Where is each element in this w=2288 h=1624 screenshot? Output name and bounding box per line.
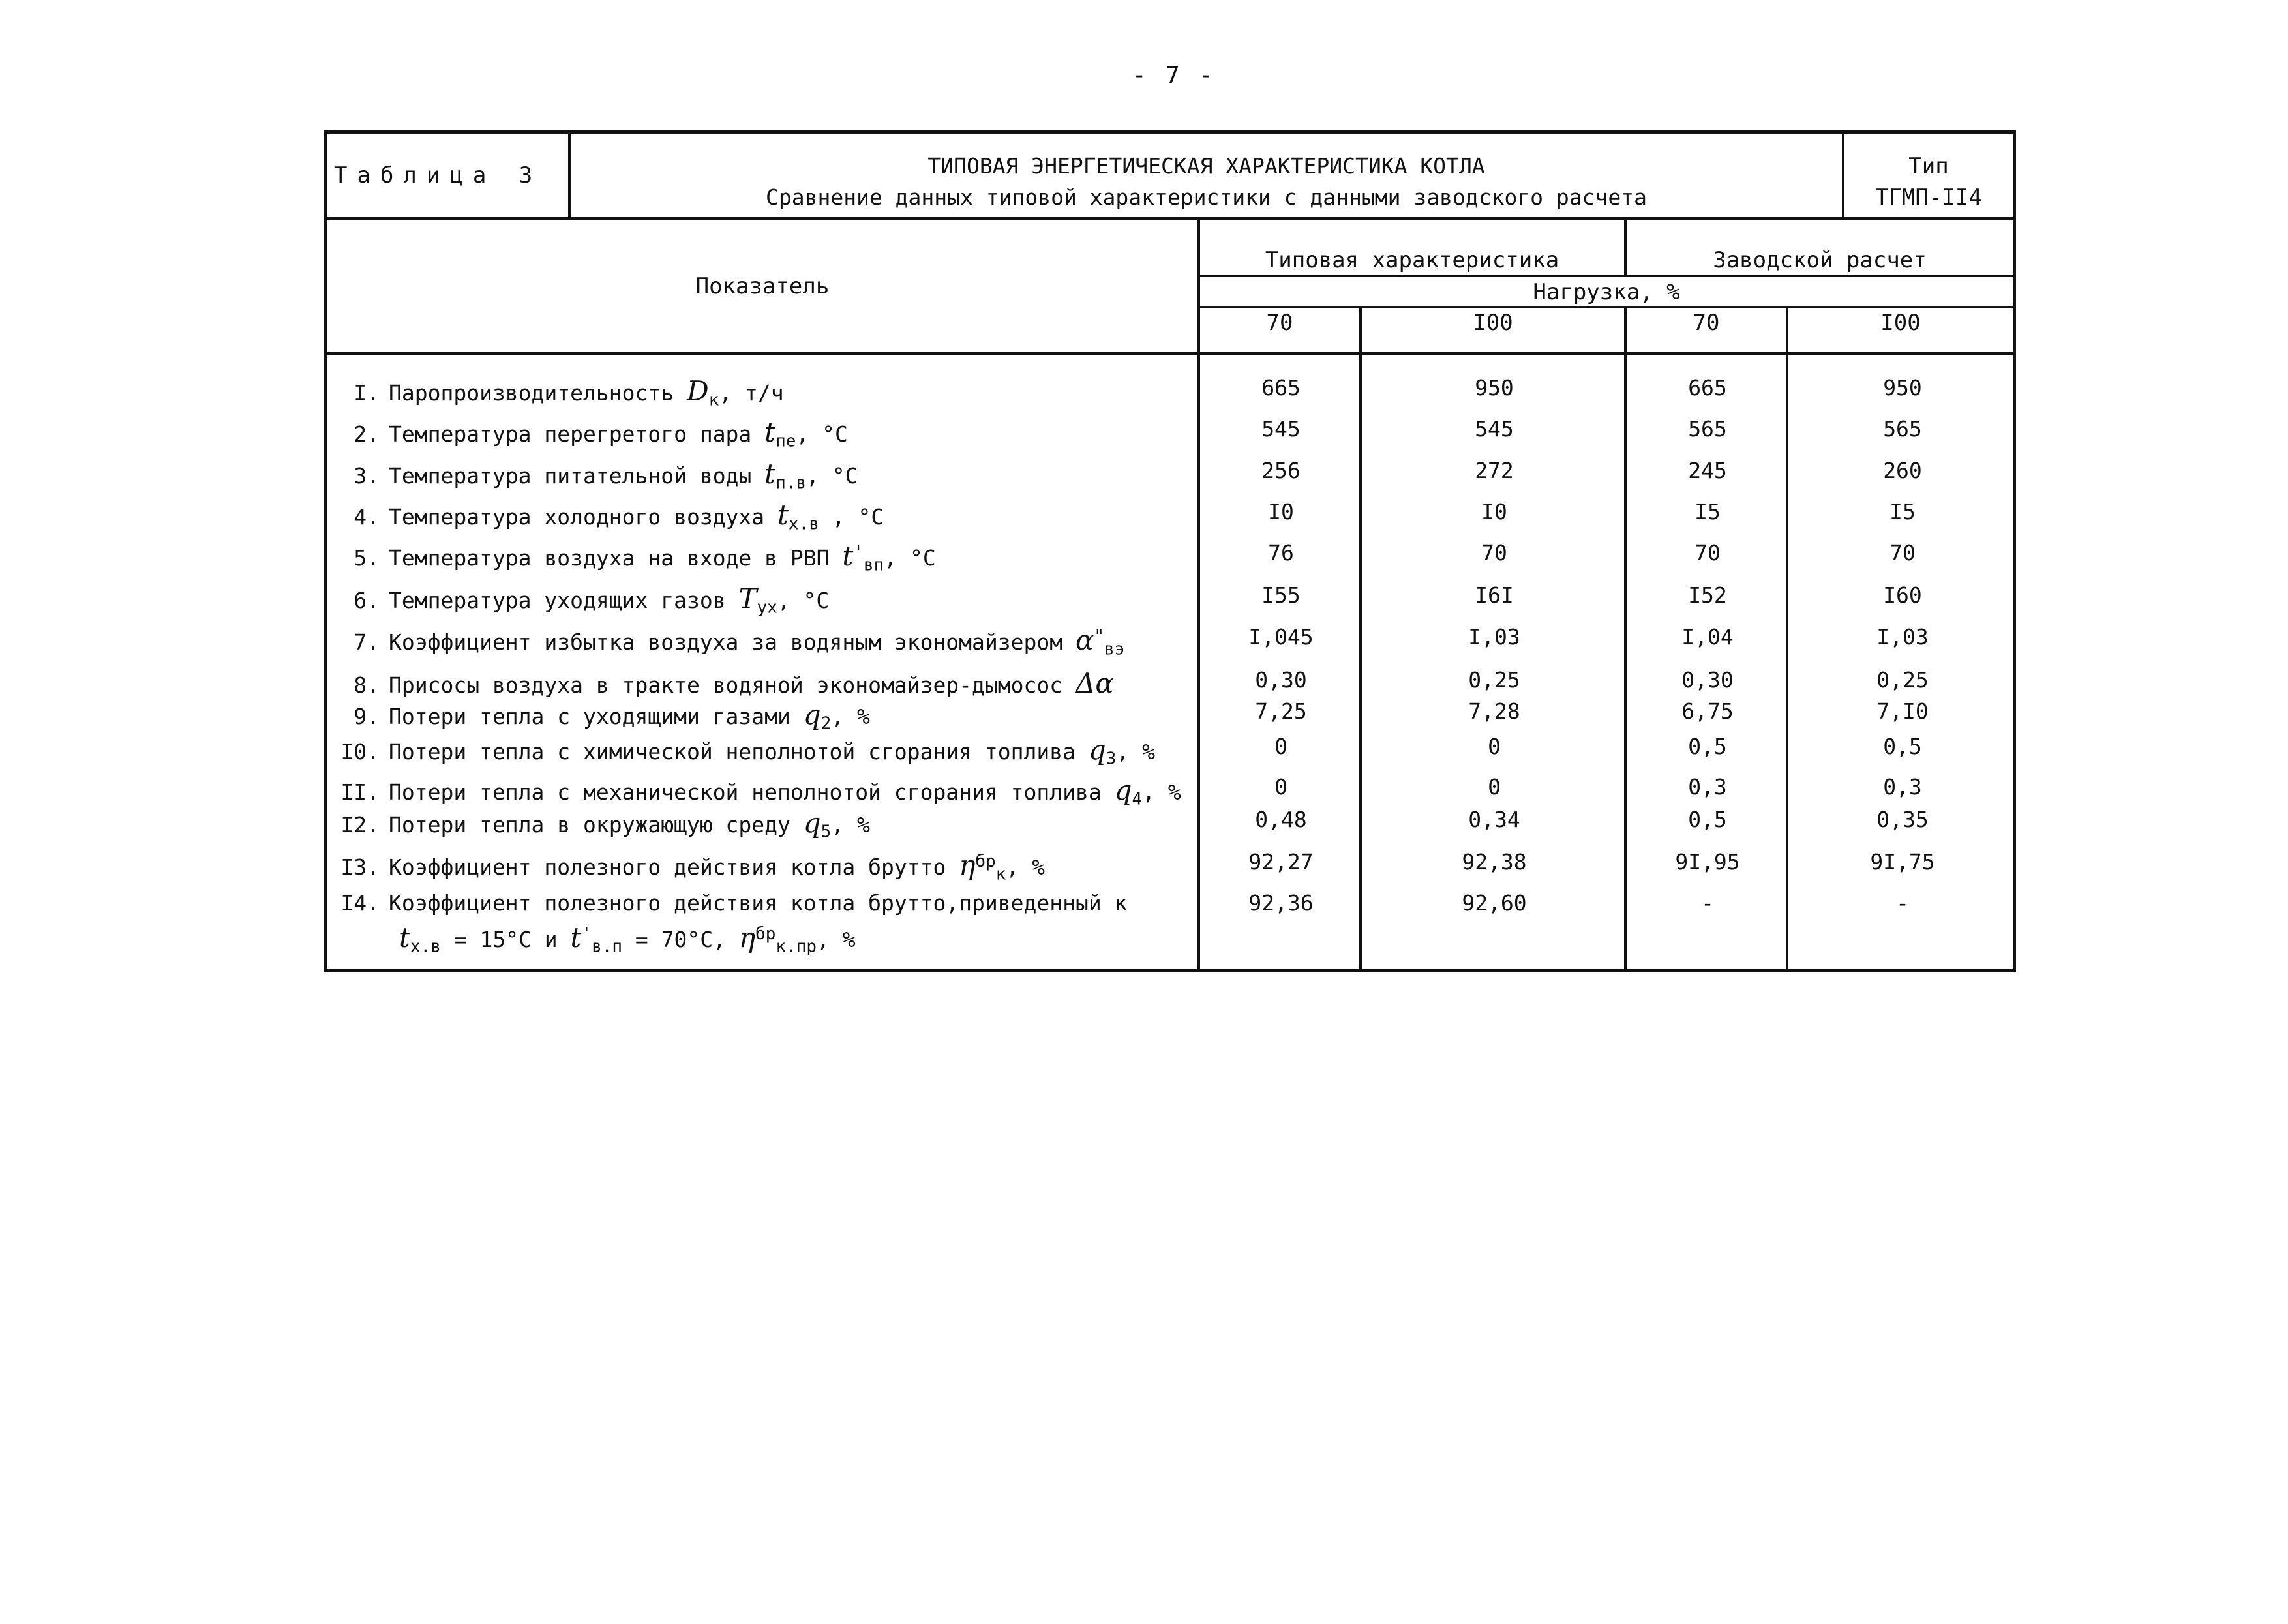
row-text: Потери тепла с уходящими газами [389,704,804,729]
value-typical-100: 0 [1488,734,1501,759]
row-text: = 70°С, [622,927,739,952]
row-unit: , °С [796,421,848,447]
column-header [327,220,2013,355]
value-typical-70: 256 [1261,458,1301,483]
value-factory-70: 9I,95 [1675,849,1740,875]
value-factory-70: I,04 [1681,624,1734,650]
row-symbol: t [399,922,410,954]
row-text: Потери тепла в окружающую среду [389,812,804,837]
row-symbol: q [803,699,821,730]
table-title-line1: ТИПОВАЯ ЭНЕРГЕТИЧЕСКАЯ ХАРАКТЕРИСТИКА КОТЛА [927,153,1485,179]
value-typical-100: 0,25 [1468,667,1520,693]
row-text: Температура воздуха на входе в РВП [389,545,843,571]
row-symbol-sub: к [995,864,1006,884]
value-factory-70: 0,30 [1681,667,1734,693]
row-number: I3. [340,854,380,880]
row-number: 5. [354,545,380,571]
value-typical-70: 76 [1268,540,1294,565]
row-unit: , % [1142,779,1181,805]
value-factory-70: 245 [1688,458,1727,483]
value-typical-100: 92,38 [1462,849,1527,875]
row-unit: , % [831,704,870,729]
row-text: Температура уходящих газов [389,588,739,613]
row-number: II. [340,779,380,805]
row-number: I2. [340,812,380,837]
column-divider [1197,355,1200,969]
row-text: Коэффициент полезного действия котла брутто [389,854,959,880]
row-label [327,458,1195,493]
value-typical-100: 272 [1475,458,1514,483]
value-factory-70: 0,5 [1688,807,1727,832]
column-divider [1786,355,1788,969]
value-typical-100: 7,28 [1468,699,1520,724]
value-factory-100: 260 [1883,458,1922,483]
row-symbol-sub: к [708,390,719,410]
row-symbol-sub: в.п [592,937,623,957]
value-factory-100: 0,35 [1876,807,1929,832]
value-factory-70: 665 [1688,375,1727,400]
row-unit: , °С [884,545,936,571]
row-text: Коэффициент полезного действия котла брутто,приведенный к [389,890,1128,916]
row-symbol: η [959,849,976,881]
factory-group-header: Заводской расчет [1627,220,2013,277]
row-text: = 15°С и [440,927,571,952]
load-column-typical-70: 70 [1200,308,1362,355]
boiler-type-value: ТГМП-II4 [1875,185,1982,211]
row-symbol: q [803,807,821,839]
row-number: 3. [354,463,380,489]
row-number: 9. [354,704,380,729]
row-label [327,807,1195,842]
row-label [327,734,1195,769]
row-text: Паропроизводительность [389,380,687,406]
value-factory-70: I5 [1694,499,1721,524]
row-unit: , % [816,927,856,952]
value-typical-100: 92,60 [1462,890,1527,916]
row-number: I. [354,380,380,406]
value-typical-70: 545 [1261,416,1301,442]
row-number: I4. [340,890,380,916]
value-typical-70: 0 [1274,734,1287,759]
row-label [327,699,1195,734]
value-typical-100: I0 [1481,499,1507,524]
row-unit: , т/ч [719,380,784,406]
table-title [571,134,1844,217]
value-factory-100: 7,I0 [1876,699,1929,724]
row-label [327,624,1195,659]
row-symbol-sub: пе [775,431,796,451]
value-factory-100: 0,5 [1883,734,1922,759]
typical-group-header: Типовая характеристика [1200,220,1627,277]
row-symbol: T [738,582,757,614]
load-column-typical-100: I00 [1362,308,1627,355]
row-symbol-sup: " [1094,627,1105,646]
value-factory-100: I5 [1889,499,1916,524]
load-column-factory-70: 70 [1627,308,1788,355]
row-symbol-sub: х.в [410,937,441,957]
row-symbol-sub: х.в [788,514,819,534]
row-unit: , °С [777,588,830,613]
row-symbol-sup: бр [975,852,996,871]
row-symbol: η [738,922,756,954]
value-factory-70: 565 [1688,416,1727,442]
table-header [327,134,2013,220]
value-typical-100: I,03 [1468,624,1520,650]
row-label [327,416,1195,451]
row-symbol-sub: 5 [820,822,832,842]
row-symbol-sub: вэ [1104,639,1125,659]
value-factory-100: 0,3 [1883,774,1922,800]
row-symbol: α [1076,624,1094,656]
row-symbol-sub: ух [757,597,777,618]
value-factory-100: 950 [1883,375,1922,400]
row-label [327,774,1195,809]
column-divider [1359,355,1362,969]
value-factory-100: I,03 [1876,624,1929,650]
row-label [399,922,1267,957]
row-number: 4. [354,504,380,530]
row-symbol-sup: ' [581,924,592,944]
row-symbol-sub: вп [863,555,884,575]
row-unit: , °С [819,504,884,530]
row-number: 8. [354,672,380,698]
load-column-factory-100: I00 [1880,310,1921,336]
value-factory-70: 0,3 [1688,774,1727,800]
row-text: Потери тепла с механической неполнотой сгорания топлива [389,779,1115,805]
row-label [327,375,1195,410]
load-header: Нагрузка, % [1200,277,2013,308]
value-typical-100: 70 [1481,540,1507,565]
row-text: Температура питательной воды [389,463,765,489]
row-unit: , % [1006,854,1045,880]
boiler-type [1844,134,2013,233]
value-typical-70: I0 [1268,499,1294,524]
value-factory-100: 0,25 [1876,667,1929,693]
row-symbol: q [1088,734,1106,766]
value-typical-70: I55 [1261,582,1301,608]
value-typical-70: I,045 [1248,624,1314,650]
value-typical-100: 950 [1475,375,1514,400]
row-symbol-sub: п.в [775,473,807,493]
value-typical-70: 0,48 [1255,807,1307,832]
row-text: Температура холодного воздуха [389,504,778,530]
row-number: I0. [340,739,380,764]
value-factory-70: 6,75 [1681,699,1734,724]
value-factory-100: - [1896,890,1909,916]
value-factory-70: I52 [1688,582,1727,608]
column-divider [1624,355,1627,969]
row-label [327,849,1195,884]
value-typical-70: 665 [1261,375,1301,400]
row-label [327,890,1195,916]
row-symbol: t [764,416,776,448]
row-symbol: t [842,540,854,572]
table-label: Таблица 3 [327,134,571,217]
value-typical-100: I6I [1475,582,1514,608]
value-typical-100: 0 [1488,774,1501,800]
value-typical-100: 545 [1475,416,1514,442]
row-symbol-sup: бр [755,924,776,944]
indicator-column-header: Показатель [327,220,1200,352]
value-factory-100: 9I,75 [1870,849,1935,875]
row-symbol: t [570,922,582,954]
row-number: 7. [354,629,380,655]
row-text: Коэффициент избытка воздуха за водяным экономайзером [389,629,1076,655]
row-symbol-sub: 3 [1106,749,1117,769]
row-label [327,499,1195,534]
row-symbol: t [777,499,789,531]
row-symbol: Δα [1076,667,1114,699]
boiler-type-label: Тип [1908,153,1949,179]
row-symbol: q [1114,774,1132,806]
row-label [327,540,1195,575]
row-text: Температура перегретого пара [389,421,765,447]
table-sheet [324,130,2016,972]
value-factory-100: 70 [1889,540,1916,565]
value-factory-70: 0,5 [1688,734,1727,759]
value-typical-70: 7,25 [1255,699,1307,724]
row-label [327,667,1195,699]
row-unit: , % [831,812,870,837]
row-symbol-sub: к.пр [775,937,817,957]
value-factory-70: - [1701,890,1714,916]
row-unit: , °С [806,463,858,489]
row-symbol-sup: ' [853,543,864,562]
row-number: 6. [354,588,380,613]
value-typical-70: 92,27 [1248,849,1314,875]
row-label [327,582,1195,618]
value-factory-70: 70 [1694,540,1721,565]
value-factory-100: 565 [1883,416,1922,442]
page-number: - 7 - [1132,62,1216,89]
value-typical-70: 92,36 [1248,890,1314,916]
table-title-line2: Сравнение данных типовой характеристики с данными заводского расчета [765,185,1647,210]
row-text: Присосы воздуха в тракте водяной экономайзер-дымосос [389,672,1076,698]
row-number: 2. [354,421,380,447]
row-symbol: t [764,458,776,490]
value-typical-70: 0 [1274,774,1287,800]
row-symbol-sub: 2 [820,714,832,734]
row-text: Потери тепла с химической неполнотой сгорания топлива [389,739,1089,764]
row-unit: , % [1116,739,1156,764]
value-typical-100: 0,34 [1468,807,1520,832]
row-symbol-sub: 4 [1132,789,1143,809]
table-body [327,355,2013,969]
value-typical-70: 0,30 [1255,667,1307,693]
value-factory-100: I60 [1883,582,1922,608]
row-symbol: D [686,375,709,407]
